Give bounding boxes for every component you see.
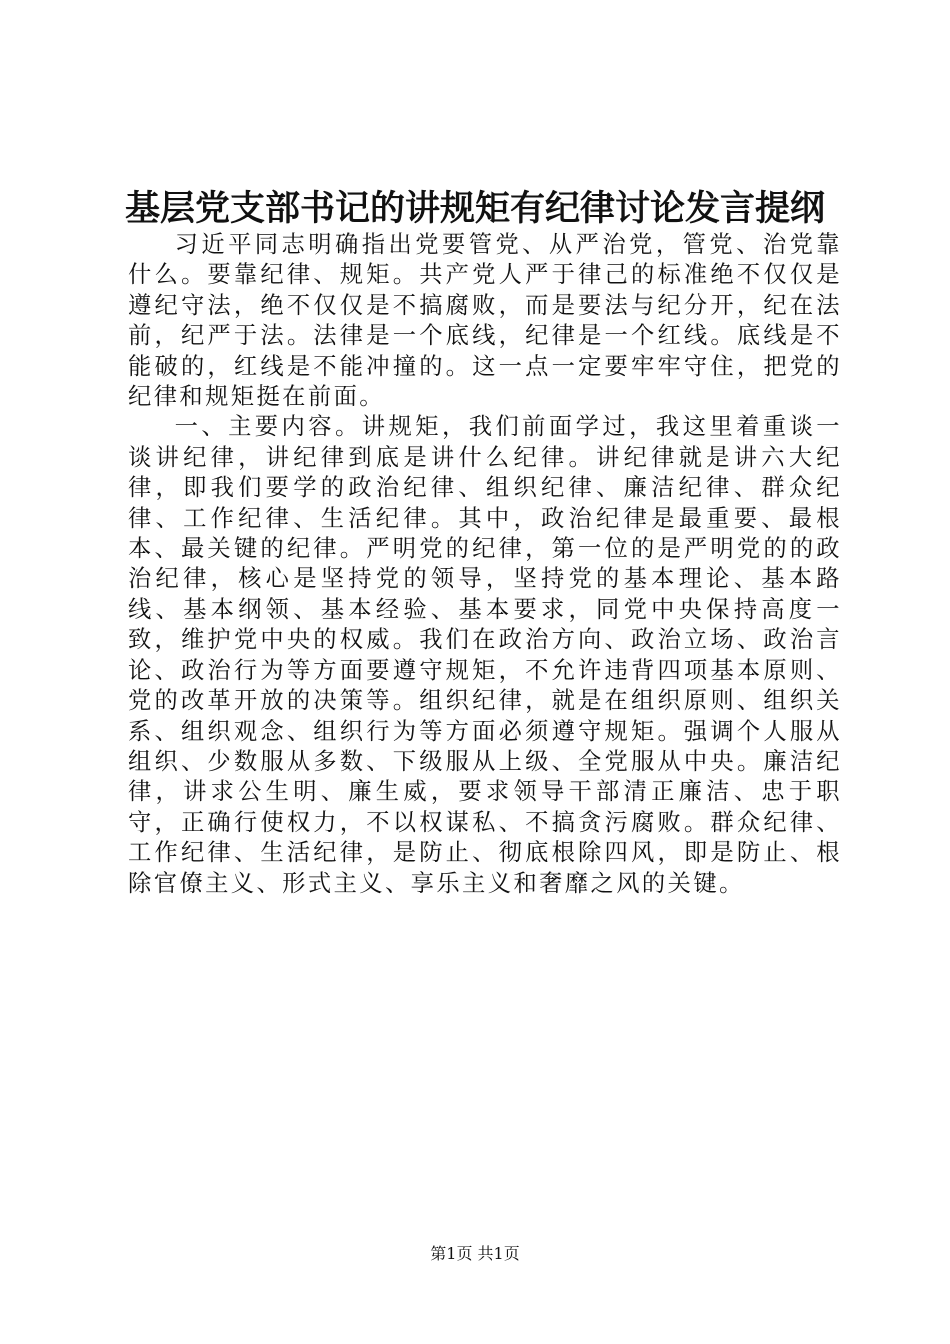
document-title: 基层党支部书记的讲规矩有纪律讨论发言提纲: [124, 188, 825, 229]
document-body: [128, 230, 842, 899]
paragraph-main-content: 一、主要内容。讲规矩，我们前面学过，我这里着重谈一谈讲纪律，讲纪律到底是讲什么纪律。讲纪律就是讲六大纪律，即我们要学的政治纪律、组织纪律、廉洁纪律、群众纪律、工作纪律、生活纪律。其中，政治纪律是最重要、最根本、最关键的纪律。严明党的纪律，第一位的是严明党的的政治纪律，核心是坚持党的领导，坚持党的基本理论、基本路线、基本纲领、基本经验、基本要求，同党中央保持高度一致，维护党中央的权威。我们在政治方向、政治立场、政治言论、政治行为等方面要遵守规矩，不允许违背四项基本原则、党的改革开放的决策等。组织纪律，就是在组织原则、组织关系、组织观念、组织行为等方面必须遵守规矩。强调个人服从组织、少数服从多数、下级服从上级、全党服从中央。廉洁纪律，讲求公生明、廉生威，要求领导干部清正廉洁、忠于职守，正确行使权力，不以权谋私、不搞贪污腐败。群众纪律、工作纪律、生活纪律，是防止、彻底根除四风，即是防止、根除官僚主义、形式主义、享乐主义和奢靡之风的关键。: [128, 413, 842, 897]
paragraph-intro: 习近平同志明确指出党要管党、从严治党，管党、治党靠什么。要靠纪律、规矩。共产党人严于律己的标准绝不仅仅是遵纪守法，绝不仅仅是不搞腐败，而是要法与纪分开，纪在法前，纪严于法。法律是一个底线，纪律是一个红线。底线是不能破的，红线是不能冲撞的。这一点一定要牢牢守住，把党的纪律和规矩挺在前面。: [128, 231, 842, 411]
page-number-footer: 第1页 共1页: [430, 1244, 520, 1263]
